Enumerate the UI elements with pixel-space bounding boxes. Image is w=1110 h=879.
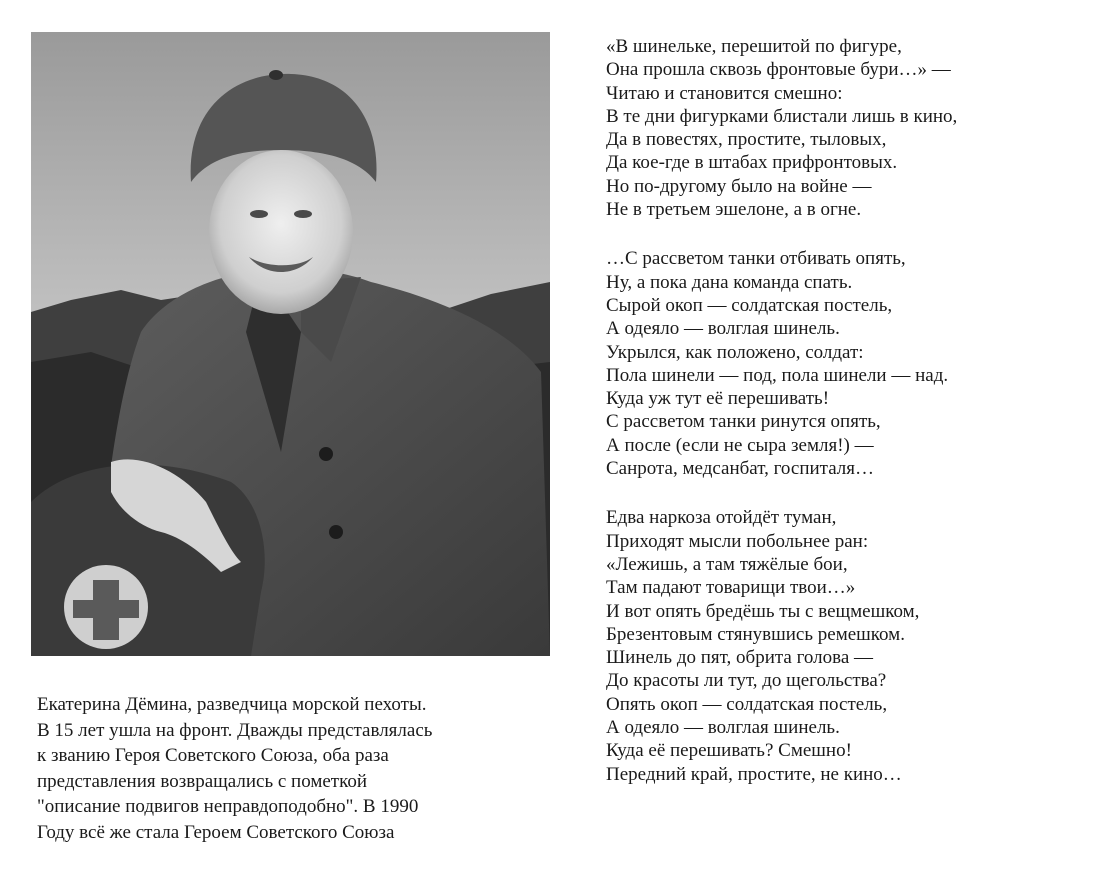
portrait-photo (31, 32, 550, 656)
poem-line: Не в третьем эшелоне, а в огне. (606, 199, 862, 221)
poem-line: «В шинельке, перешитой по фигуре, (606, 36, 902, 57)
caption-line: Году всё же стала Героем Советского Союза (37, 821, 395, 843)
caption-line: Екатерина Дёмина, разведчица морской пехоты. (37, 694, 427, 715)
poem-line: Брезентовым стянувшись ремешком. (606, 623, 905, 645)
caption-line: к званию Героя Советского Союза, оба раза (37, 745, 389, 766)
poem-line: Она прошла сквозь фронтовые бури…» — (606, 59, 951, 81)
poem-line: И вот опять бредёшь ты с вещмешком, (606, 600, 920, 622)
poem-line: Куда её перешивать? Смешно! (606, 740, 852, 762)
poem-line: Но по-другому было на войне — (606, 175, 872, 197)
poem-line: Да кое-где в штабах прифронтовых. (606, 152, 898, 174)
poem-line: А одеяло — волглая шинель. (606, 318, 840, 340)
caption-line: В 15 лет ушла на фронт. Дважды представлялась (37, 719, 433, 741)
caption-line: "описание подвигов неправдоподобно". В 1990 (37, 796, 419, 817)
poem-line: «Лежишь, а там тяжёлые бои, (606, 553, 848, 575)
poem-line: Пола шинели — под, пола шинели — над. (606, 364, 949, 386)
poem-line: Приходят мысли побольнее ран: (606, 530, 869, 552)
poem-line: Сырой окоп — солдатская постель, (606, 294, 893, 316)
poem-line: …С рассветом танки отбивать опять, (606, 248, 906, 270)
poem-line: Санрота, медсанбат, госпиталя… (606, 458, 875, 480)
poem-line: Да в повестях, простите, тыловых, (606, 129, 887, 151)
poem-stanza-1 (606, 35, 1096, 221)
poem-line: А после (если не сыра земля!) — (606, 434, 874, 456)
caption-line: представления возвращались с пометкой (37, 770, 368, 792)
poem-line: Укрылся, как положено, солдат: (606, 341, 864, 363)
poem-line: Опять окоп — солдатская постель, (606, 693, 888, 715)
poem-line: С рассветом танки ринутся опять, (606, 411, 881, 433)
poem-line: Читаю и становится смешно: (606, 82, 843, 104)
poem-line: Ну, а пока дана команда спать. (606, 271, 853, 293)
poem-line: Куда уж тут её перешивать! (606, 388, 830, 410)
poem-stanza-2 (606, 247, 1096, 480)
photo-caption (37, 692, 557, 845)
poem-line: До красоты ли тут, до щегольства? (606, 670, 887, 692)
poem-line: Передний край, простите, не кино… (606, 763, 902, 785)
poem-line: Едва наркоза отойдёт туман, (606, 507, 837, 529)
poem-line: В те дни фигурками блистали лишь в кино, (606, 105, 958, 127)
poem-line: Там падают товарищи твои…» (606, 577, 856, 599)
poem (606, 35, 1096, 812)
poem-line: А одеяло — волглая шинель. (606, 717, 840, 739)
poem-line: Шинель до пят, обрита голова — (606, 647, 874, 669)
poem-stanza-3 (606, 506, 1096, 786)
